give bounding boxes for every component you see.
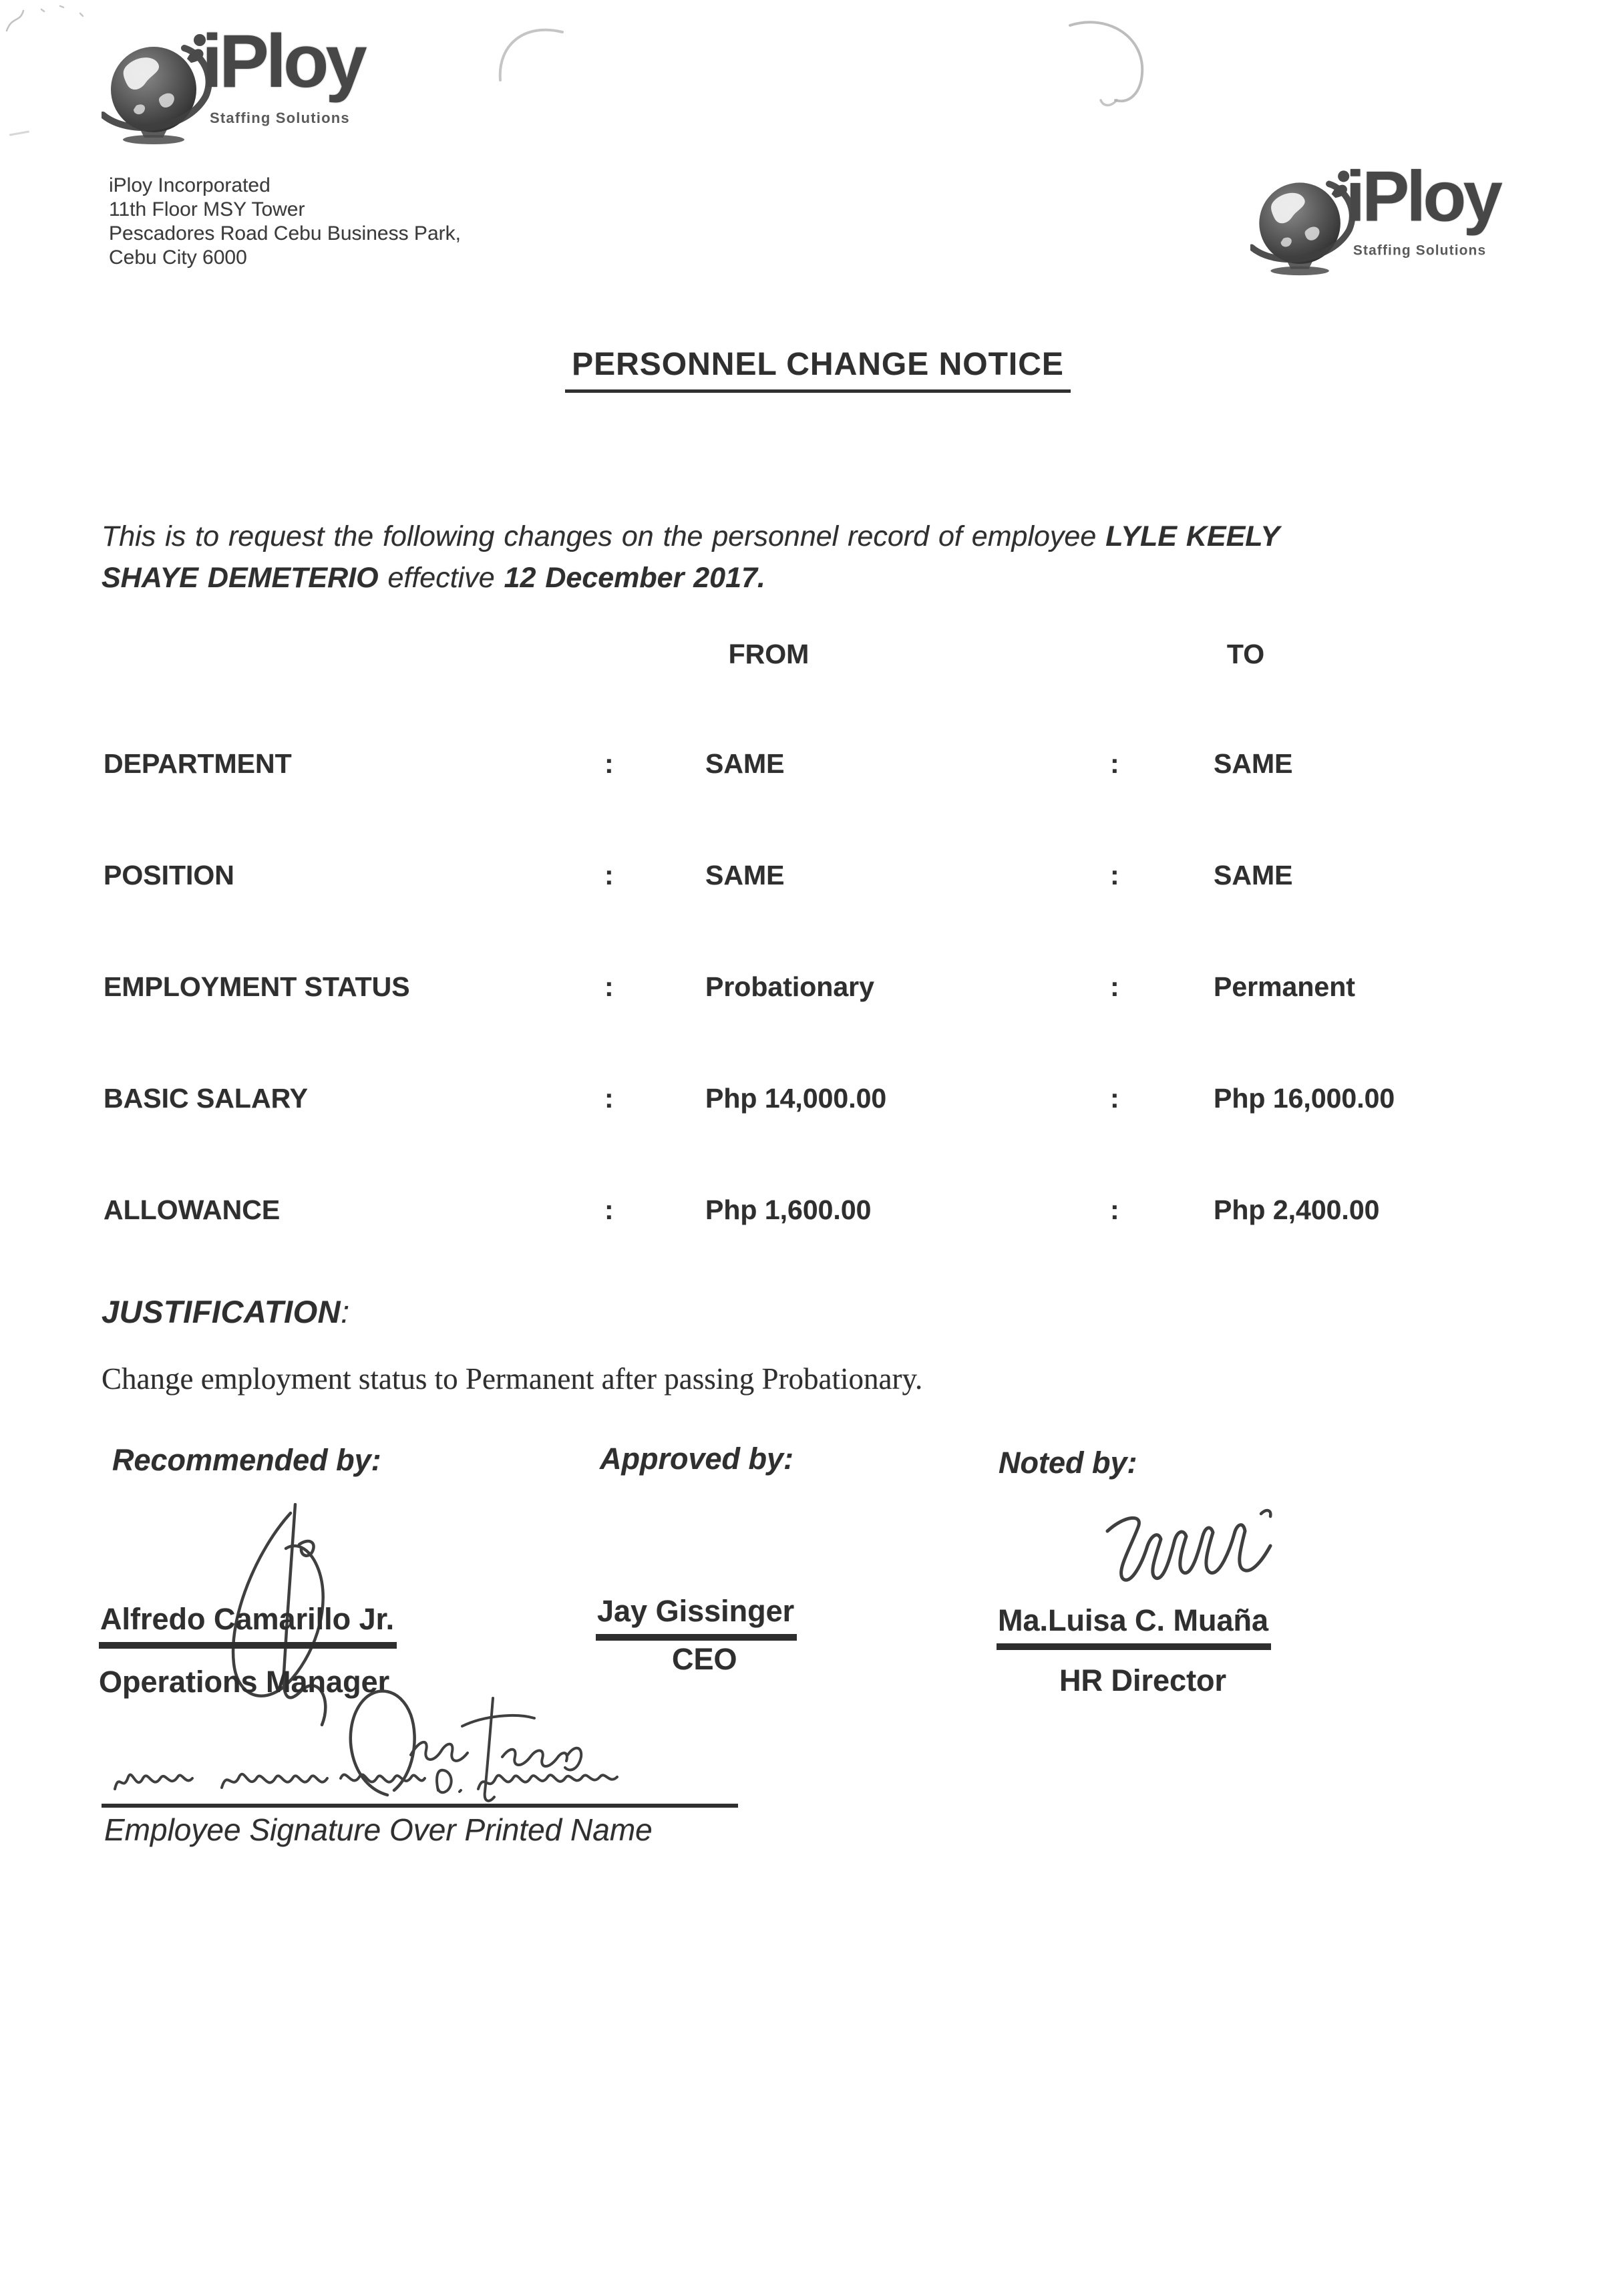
colon-separator: : <box>604 1083 614 1114</box>
brand-tagline: Staffing Solutions <box>210 110 350 126</box>
row-from-value: SAME <box>705 748 785 779</box>
recommended-by-heading: Recommended by: <box>112 1443 381 1477</box>
globe-icon <box>1250 168 1357 277</box>
colon-separator: : <box>604 1194 614 1225</box>
row-to-value: Permanent <box>1214 971 1355 1002</box>
company-address <box>109 174 461 270</box>
recommended-by-title: Operations Manager <box>99 1665 390 1699</box>
approved-by-heading: Approved by: <box>600 1442 794 1476</box>
colon-separator: : <box>1110 1194 1119 1225</box>
row-label: EMPLOYMENT STATUS <box>104 971 410 1002</box>
table-row-position <box>0 860 1609 900</box>
brand-tagline: Staffing Solutions <box>1353 242 1487 259</box>
brand-wordmark: iPloy <box>1345 156 1500 236</box>
colon-separator: : <box>604 971 614 1002</box>
row-label: DEPARTMENT <box>104 748 292 779</box>
approved-by-name: Jay Gissinger <box>596 1594 797 1641</box>
row-label: BASIC SALARY <box>104 1083 308 1114</box>
address-line: 11th Floor MSY Tower <box>109 198 305 220</box>
effective-date: 12 December 2017. <box>504 562 765 594</box>
paper-curl-artifact-left <box>496 19 576 86</box>
row-label: ALLOWANCE <box>104 1194 281 1225</box>
company-logo-right <box>1250 156 1524 283</box>
row-from-value: Probationary <box>705 971 874 1002</box>
company-logo-left <box>102 19 389 152</box>
hr-director-signature <box>1102 1507 1302 1601</box>
justification-colon: : <box>341 1294 350 1329</box>
address-line: Cebu City 6000 <box>109 247 247 269</box>
table-row-allowance <box>0 1194 1609 1235</box>
column-header-from: FROM <box>728 639 810 669</box>
row-to-value: Php 2,400.00 <box>1214 1194 1380 1225</box>
noted-by-name: Ma.Luisa C. Muaña <box>997 1603 1271 1650</box>
brand-wordmark: iPloy <box>202 19 364 103</box>
address-line: iPloy Incorporated <box>109 174 271 196</box>
intro-paragraph <box>102 516 1344 599</box>
noted-by-title: HR Director <box>1059 1663 1227 1697</box>
employee-signature-caption: Employee Signature Over Printed Name <box>104 1812 653 1847</box>
row-to-value: Php 16,000.00 <box>1214 1083 1395 1114</box>
recommended-by-name: Alfredo Camarillo Jr. <box>99 1602 397 1649</box>
colon-separator: : <box>1110 748 1119 779</box>
row-to-value: SAME <box>1214 860 1293 890</box>
table-row-basic-salary <box>0 1083 1609 1123</box>
justification-text: Change employment status to Permanent after passing Probationary. <box>102 1362 923 1396</box>
intro-lead: This is to request the following changes on the personnel record of employee <box>102 520 1097 552</box>
document-title: PERSONNEL CHANGE NOTICE <box>565 346 1071 393</box>
employee-name: LYLE KEELY SHAYE DEMETERIO <box>102 520 1280 594</box>
intro-connector: effective <box>387 562 495 594</box>
pencil-dash <box>9 130 29 136</box>
row-label: POSITION <box>104 860 234 890</box>
pencil-marks <box>3 1 103 41</box>
row-from-value: Php 1,600.00 <box>705 1194 872 1225</box>
noted-by-heading: Noted by: <box>999 1446 1137 1480</box>
colon-separator: : <box>1110 1083 1119 1114</box>
address-line: Pescadores Road Cebu Business Park, <box>109 222 461 244</box>
employee-signature-line <box>102 1804 738 1808</box>
colon-separator: : <box>604 860 614 890</box>
colon-separator: : <box>1110 971 1119 1002</box>
row-from-value: SAME <box>705 860 785 890</box>
colon-separator: : <box>1110 860 1119 890</box>
document-title-row <box>0 346 1609 393</box>
justification-heading-text: JUSTIFICATION <box>102 1294 341 1329</box>
column-header-to: TO <box>1226 639 1265 669</box>
table-row-department <box>0 748 1609 788</box>
row-to-value: SAME <box>1214 748 1293 779</box>
paper-curl-artifact-right <box>1063 13 1164 114</box>
globe-icon <box>102 31 214 146</box>
approved-by-title: CEO <box>672 1642 737 1676</box>
employee-signature <box>107 1678 748 1812</box>
table-row-employment-status <box>0 971 1609 1011</box>
row-from-value: Php 14,000.00 <box>705 1083 887 1114</box>
colon-separator: : <box>604 748 614 779</box>
justification-heading <box>102 1293 350 1330</box>
